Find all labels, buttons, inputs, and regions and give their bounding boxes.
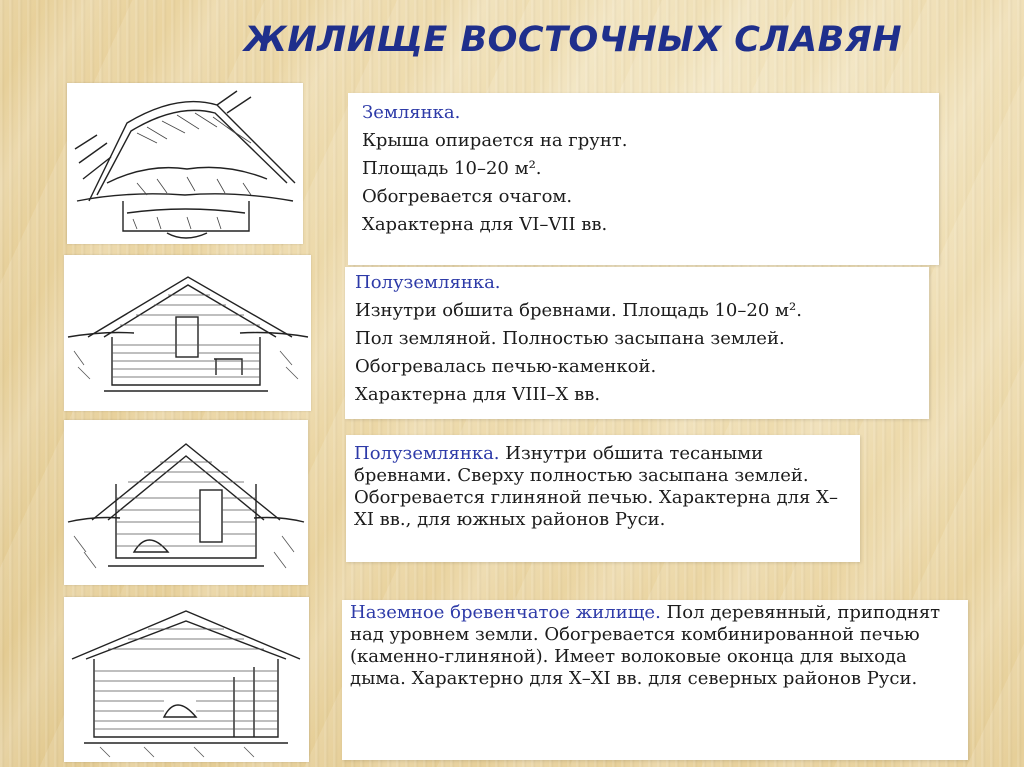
semi-dugout-hewn-text: Изнутри обшита тесаными бревнами. Сверху полностью засыпана землей. Обогревается глиняной печью. Характерна для X–XI вв., для южных районов Руси. (354, 443, 838, 530)
semi-dugout-hewn-heading: Полуземлянка. (354, 443, 500, 464)
dugout-line-heating: Обогревается очагом. (362, 186, 573, 207)
dugout-line-area: Площадь 10–20 м². (362, 158, 542, 179)
semi-dugout-log-line-walls: Изнутри обшита бревнами. Площадь 10–20 м². (355, 300, 802, 321)
dugout-drawing (67, 83, 303, 244)
semi-dugout-hewn-drawing (64, 420, 308, 585)
dugout-illustration (67, 83, 303, 244)
semi-dugout-hewn-description (346, 435, 860, 562)
dugout-description (348, 93, 939, 265)
log-house-illustration (64, 597, 309, 762)
log-house-description (342, 600, 968, 760)
log-house-heading: Наземное бревенчатое жилище. (350, 602, 661, 623)
semi-dugout-hewn-illustration (64, 420, 308, 585)
log-house-drawing (64, 597, 309, 762)
semi-dugout-log-line-heating: Обогревалась печью-каменкой. (355, 356, 657, 377)
semi-dugout-log-illustration (64, 255, 311, 411)
semi-dugout-log-line-period: Характерна для VIII–X вв. (355, 384, 601, 405)
log-house-text: Пол деревянный, приподнят над уровнем земли. Обогревается комбинированной печью (каменно-глиняной). Имеет волоковые оконца для выхода дыма. Характерно для X–XI вв. для северных районов Руси. (350, 602, 941, 689)
semi-dugout-log-line-floor: Пол земляной. Полностью засыпана землей. (355, 328, 785, 349)
slide-title: ЖИЛИЩЕ ВОСТОЧНЫХ СЛАВЯН (244, 20, 903, 60)
dugout-heading: Землянка. (362, 102, 461, 123)
semi-dugout-log-drawing (64, 255, 311, 411)
semi-dugout-log-heading: Полуземлянка. (355, 272, 501, 293)
dugout-line-period: Характерна для VI–VII вв. (362, 214, 608, 235)
dugout-line-roof: Крыша опирается на грунт. (362, 130, 628, 151)
semi-dugout-log-description (345, 267, 929, 419)
